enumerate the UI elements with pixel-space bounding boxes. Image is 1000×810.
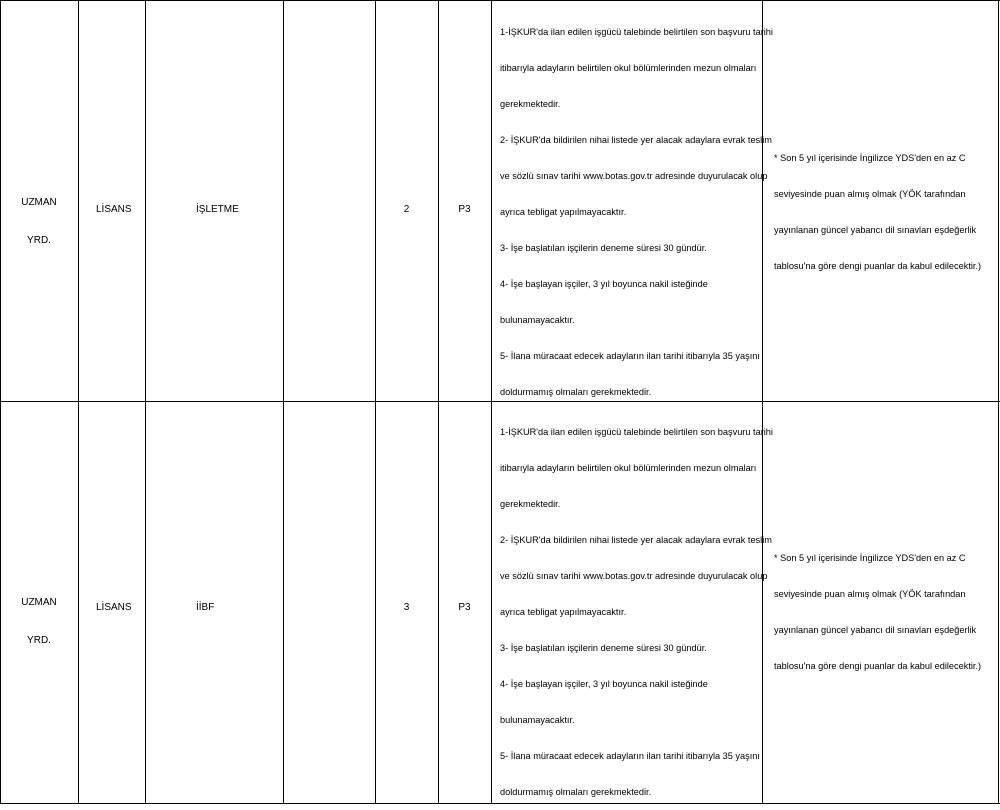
condition-line: bulunamayacaktır. (500, 315, 575, 325)
condition-line: ayrıca tebligat yapılmayacaktır. (500, 207, 627, 217)
condition-line: 2- İŞKUR'da bildirilen nihai listede yer alacak adaylara evrak teslim (500, 535, 772, 545)
conditions-cell (500, 14, 773, 410)
count-cell: 2 (403, 204, 410, 215)
grid-line (491, 0, 492, 804)
condition-line: 4- İşe başlayan işçiler, 3 yıl boyunca nakil isteğinde (500, 279, 708, 289)
condition-line: itibarıyla adayların belirtilen okul bölümlerinden mezun olmaları (500, 63, 757, 73)
kpss-cell: P3 (458, 204, 471, 215)
condition-line: 4- İşe başlayan işçiler, 3 yıl boyunca nakil isteğinde (500, 679, 708, 689)
grid-line (78, 0, 79, 804)
condition-line: ve sözlü sınav tarihi www.botas.gov.tr adresinde duyurulacak olup (500, 571, 768, 581)
extra-requirements-cell (774, 140, 981, 284)
extra-line: yayınlanan güncel yabancı dil sınavları eşdeğerlik (774, 625, 977, 635)
grid-line (145, 0, 146, 804)
count-cell: 3 (403, 602, 410, 613)
education-cell: LİSANS (96, 204, 132, 215)
condition-line: 5- İlana müracaat edecek adayların ilan tarihi itibarıyla 35 yaşını (500, 751, 760, 761)
extra-line: * Son 5 yıl içerisinde İngilizce YDS'den en az C (774, 553, 966, 563)
department-cell: İİBF (196, 602, 215, 613)
condition-line: ayrıca tebligat yapılmayacaktır. (500, 607, 627, 617)
position-line: YRD. (27, 635, 51, 646)
condition-line: bulunamayacaktır. (500, 715, 575, 725)
position-line: UZMAN (21, 197, 57, 208)
condition-line: itibarıyla adayların belirtilen okul bölümlerinden mezun olmaları (500, 463, 757, 473)
condition-line: gerekmektedir. (500, 99, 561, 109)
condition-line: 3- İşe başlatılan işçilerin deneme süresi 30 gündür. (500, 643, 707, 653)
condition-line: ve sözlü sınav tarihi www.botas.gov.tr adresinde duyurulacak olup (500, 171, 768, 181)
condition-line: 1-İŞKUR'da ilan edilen işgücü talebinde belirtilen son başvuru tarihi (500, 27, 773, 37)
extra-line: * Son 5 yıl içerisinde İngilizce YDS'den en az C (774, 153, 966, 163)
extra-line: seviyesinde puan almış olmak (YÖK tarafından (774, 189, 966, 199)
kpss-cell: P3 (458, 602, 471, 613)
extra-line: tablosu'na göre dengi puanlar da kabul edilecektir.) (774, 261, 982, 271)
position-cell (0, 584, 78, 660)
extra-line: seviyesinde puan almış olmak (YÖK tarafından (774, 589, 966, 599)
extra-requirements-cell (774, 540, 981, 684)
grid-line (998, 0, 999, 804)
condition-line: 3- İşe başlatılan işçilerin deneme süresi 30 gündür. (500, 243, 707, 253)
condition-line: 2- İŞKUR'da bildirilen nihai listede yer alacak adaylara evrak teslim (500, 135, 772, 145)
condition-line: doldurmamış olmaları gerekmektedir. (500, 387, 652, 397)
extra-line: tablosu'na göre dengi puanlar da kabul edilecektir.) (774, 661, 982, 671)
grid-line (375, 0, 376, 804)
condition-line: gerekmektedir. (500, 499, 561, 509)
grid-line (283, 0, 284, 804)
grid-line (0, 0, 1, 804)
grid-line (0, 0, 1000, 1)
position-line: YRD. (27, 235, 51, 246)
position-cell (0, 184, 78, 260)
position-line: UZMAN (21, 597, 57, 608)
condition-line: doldurmamış olmaları gerekmektedir. (500, 787, 652, 797)
education-cell: LİSANS (96, 602, 132, 613)
department-cell: İŞLETME (196, 204, 239, 215)
condition-line: 1-İŞKUR'da ilan edilen işgücü talebinde belirtilen son başvuru tarihi (500, 427, 773, 437)
conditions-cell (500, 414, 773, 810)
extra-line: yayınlanan güncel yabancı dil sınavları eşdeğerlik (774, 225, 977, 235)
grid-line (438, 0, 439, 804)
condition-line: 5- İlana müracaat edecek adayların ilan tarihi itibarıyla 35 yaşını (500, 351, 760, 361)
